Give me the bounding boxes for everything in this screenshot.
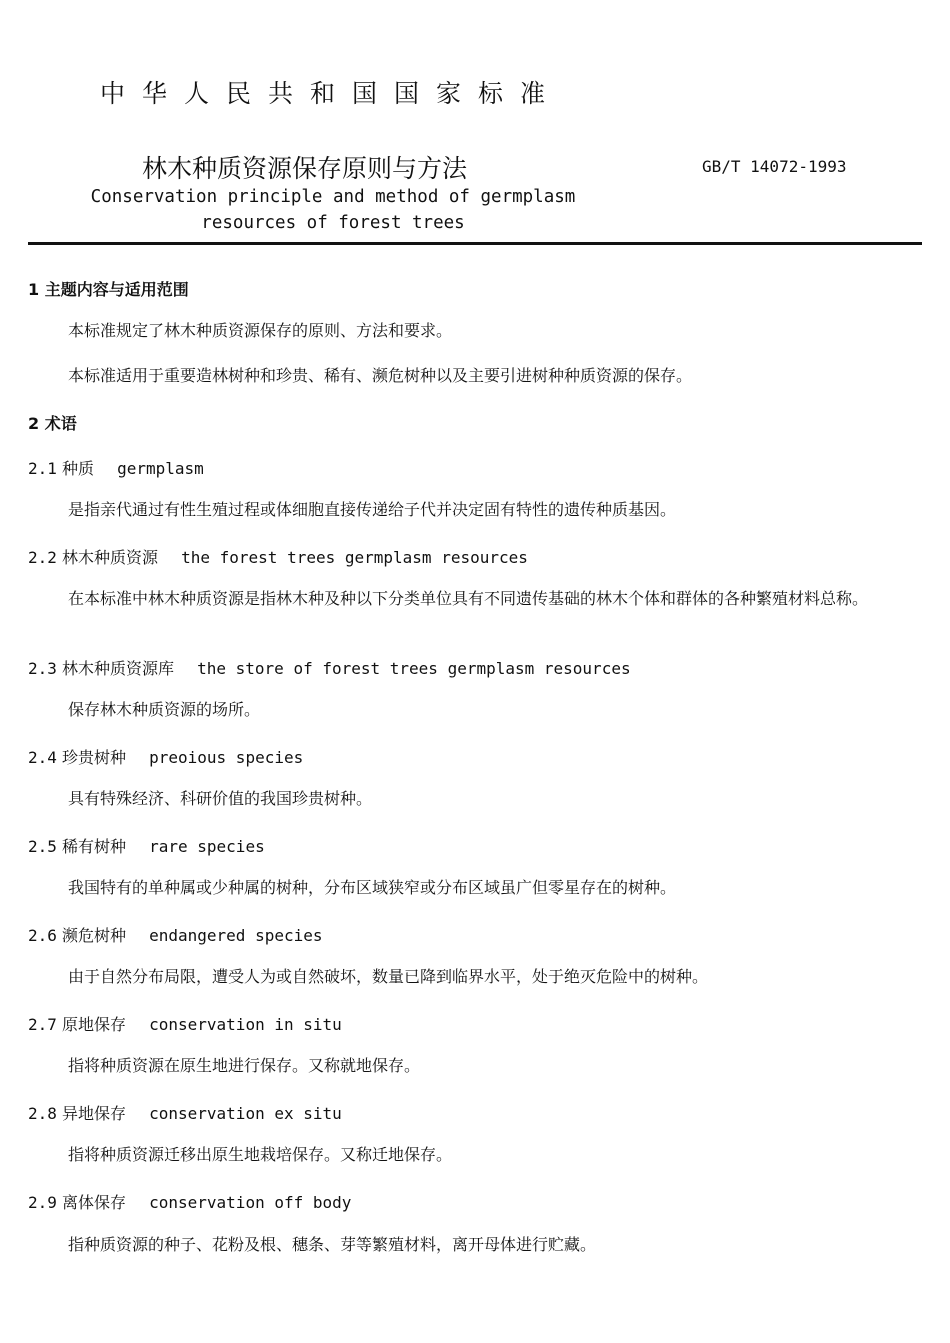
national-standard-title: 中华人民共和国国家标准 <box>100 79 563 108</box>
term-english: germplasm <box>117 459 204 478</box>
term-2-4 <box>28 745 303 768</box>
term-2-4-definition: 具有特殊经济、科研价值的我国珍贵树种。 <box>68 789 373 808</box>
header-divider <box>28 242 922 245</box>
term-english: conservation ex situ <box>149 1104 342 1123</box>
term-english: preoious species <box>149 748 304 767</box>
term-2-3 <box>28 656 631 679</box>
term-2-6-definition: 由于自然分布局限，遭受人为或自然破坏，数量已降到临界水平，处于绝灭危险中的树种。 <box>68 967 709 986</box>
section-1-paragraph-1: 本标准规定了林木种质资源保存的原则、方法和要求。 <box>68 321 453 340</box>
title-en-line-2: resources of forest trees <box>201 213 465 233</box>
term-chinese: 林木种质资源 <box>62 548 159 567</box>
term-number: 2.9 <box>28 1193 57 1212</box>
section-2-heading: 2 术语 <box>28 414 77 433</box>
section-1-heading: 1 主题内容与适用范围 <box>28 280 189 299</box>
term-2-3-definition: 保存林木种质资源的场所。 <box>68 700 261 719</box>
standard-title-chinese: 林木种质资源保存原则与方法 <box>142 154 468 183</box>
term-chinese: 离体保存 <box>62 1193 127 1212</box>
term-number: 2.5 <box>28 837 57 856</box>
term-english: rare species <box>149 837 265 856</box>
term-2-5 <box>28 834 265 857</box>
term-2-7 <box>28 1012 342 1035</box>
term-2-9-definition: 指种质资源的种子、花粉及根、穗条、芽等繁殖材料，离开母体进行贮藏。 <box>68 1235 597 1254</box>
term-2-2 <box>28 545 528 568</box>
standard-code: GB/T 14072-1993 <box>702 157 847 176</box>
term-chinese: 珍贵树种 <box>62 748 127 767</box>
term-english: the forest trees germplasm resources <box>181 548 528 567</box>
term-chinese: 林木种质资源库 <box>62 659 175 678</box>
term-number: 2.6 <box>28 926 57 945</box>
term-english: conservation in situ <box>149 1015 342 1034</box>
term-number: 2.1 <box>28 459 57 478</box>
term-chinese: 原地保存 <box>62 1015 127 1034</box>
term-number: 2.7 <box>28 1015 57 1034</box>
term-chinese: 稀有树种 <box>62 837 127 856</box>
term-chinese: 异地保存 <box>62 1104 127 1123</box>
term-2-8 <box>28 1101 342 1124</box>
term-number: 2.2 <box>28 548 57 567</box>
term-2-1 <box>28 456 204 479</box>
term-english: the store of forest trees germplasm resources <box>197 659 631 678</box>
term-2-2-definition: 在本标准中林木种质资源是指林木种及种以下分类单位具有不同遗传基础的林木个体和群体的各种繁殖材料总称。 <box>68 589 869 608</box>
title-en-line-1: Conservation principle and method of germplasm <box>90 187 576 207</box>
term-number: 2.8 <box>28 1104 57 1123</box>
term-english: conservation off body <box>149 1193 352 1212</box>
term-chinese: 濒危树种 <box>62 926 127 945</box>
section-1-paragraph-2: 本标准适用于重要造林树种和珍贵、稀有、濒危树种以及主要引进树种种质资源的保存。 <box>68 366 693 385</box>
term-english: endangered species <box>149 926 323 945</box>
term-2-7-definition: 指将种质资源在原生地进行保存。又称就地保存。 <box>68 1056 421 1075</box>
term-2-6 <box>28 923 323 946</box>
term-number: 2.4 <box>28 748 57 767</box>
standard-title-english <box>78 184 588 236</box>
term-2-1-definition: 是指亲代通过有性生殖过程或体细胞直接传递给子代并决定固有特性的遗传种质基因。 <box>68 500 677 519</box>
term-chinese: 种质 <box>62 459 95 478</box>
term-2-9 <box>28 1190 351 1213</box>
term-2-5-definition: 我国特有的单种属或少种属的树种，分布区域狭窄或分布区域虽广但零星存在的树种。 <box>68 878 677 897</box>
term-2-8-definition: 指将种质资源迁移出原生地栽培保存。又称迁地保存。 <box>68 1145 453 1164</box>
term-number: 2.3 <box>28 659 57 678</box>
